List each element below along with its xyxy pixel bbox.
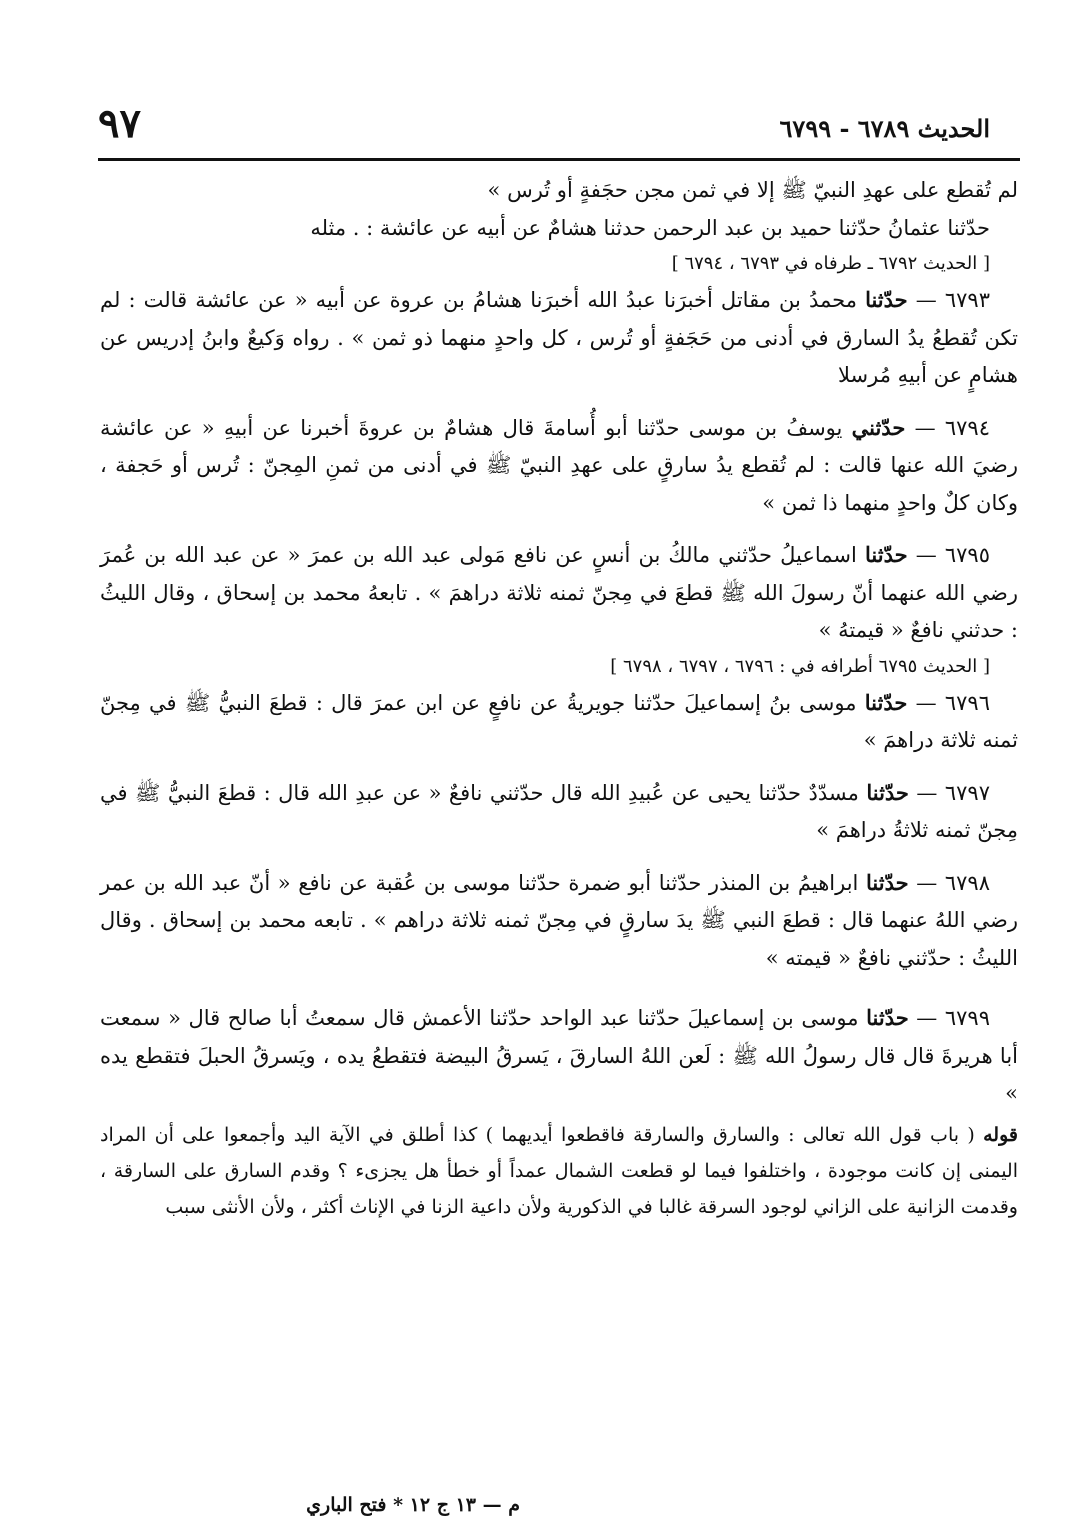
- page-footer: م — ١٣ ج ١٢ * فتح الباري: [306, 1494, 520, 1516]
- hadith-number: ٦٧٩٨: [944, 870, 990, 895]
- hadith-6795: ٦٧٩٥ — حدّثنا اسماعيلُ حدّثني مالكُ بن أنسٍ عن نافع مَولى عبد الله بن عمرَ « عن عبد الله بن عُمرَ رضي الله عنهما أنّ رسولَ الله ﷺ قطعَ في مِجنّ ثمنه ثلاثة دراهمَ » . تابعهُ محمد بن إسحاق ، وقال الليثُ : حدثني نافعٌ « قيمتهُ »: [100, 542, 1018, 642]
- hadith-6798: ٦٧٩٨ — حدّثنا ابراهيمُ بن المنذر حدّثنا أبو ضمرة حدّثنا موسى بن عُقبة عن نافع « أنّ عبد الله بن عمر رضي اللهُ عنهما قال : قطعَ النبي ﷺ يدَ سارقٍ في مِجنّ ثمنه ثلاثة دراهم » . تابعه محمد بن إسحاق . وقال الليثُ : حدّثني نافعٌ « قيمته »: [100, 869, 1018, 970]
- running-title: الحديث ٦٧٨٩ - ٦٧٩٩: [779, 114, 990, 143]
- page-header: [98, 100, 1018, 158]
- hadith-text: موسى بنُ إسماعيلَ حدّثنا جويريةُ عن نافعٍ عن ابن عمرَ قال : قطعَ النبيُّ ﷺ في مِجنّ ثمنه ثلاثة دراهمَ »: [100, 690, 1018, 752]
- cross-reference: [ الحديث ٦٧٩٢ ـ طرفاه في ٦٧٩٣ ، ٦٧٩٤ ]: [671, 253, 990, 274]
- isnad-line: حدّثنا عثمانُ حدّثنا حميد بن عبد الرحمن حدثنا هشامٌ عن أبيه عن عائشة : . مثله: [310, 215, 990, 240]
- hadith-text: مسدّدٌ حدّثنا يحيى عن عُبيدِ الله قال حدّثني نافعٌ « عن عبدِ الله قال : قطعَ النبيُّ ﷺ في مِجنّ ثمنه ثلاثةُ دراهمَ »: [100, 780, 1018, 842]
- hadith-keyword: حدّثنا: [866, 869, 909, 895]
- hadith-text: يوسفُ بن موسى حدّثنا أبو أُسامةَ قال هشامٌ بن عروةَ أخبرنا عن أبيهِ « عن عائشة رضيَ الله عنها قالت : لم تُقطع يدُ سارقٍ على عهدِ النبيّ ﷺ في أدنى من ثمنِ المِجنّ : تُرس أو حَجفة ، وكان كلٌ واحدٍ منهما ذا ثمن »: [100, 415, 1018, 515]
- commentary: [100, 1117, 1018, 1225]
- hadith-keyword: حدّثنا: [866, 1005, 909, 1030]
- hadith-keyword: حدّثنا: [865, 542, 908, 567]
- hadith-number: ٦٧٩٧: [944, 780, 990, 805]
- hadith-number: ٦٧٩٣: [944, 288, 990, 312]
- commentary-keyword: قوله: [983, 1123, 1018, 1146]
- continued-text: لم تُقطع على عهدِ النبيّ ﷺ إلا في ثمن مجن حجَفةٍ أو تُرس »: [487, 178, 1018, 202]
- hadith-6799: ٦٧٩٩ — حدّثنا موسى بن إسماعيلَ حدّثنا عبد الواحد حدّثنا الأعمش قال سمعتُ أبا صالح قال « سمعت أبا هريرةَ قال قال رسولُ الله ﷺ : لَعن اللهُ السارقَ ، يَسرقُ البيضة فتقطعُ يده ، ويَسرقُ الحبلَ فتقطع يده »: [100, 1005, 1018, 1105]
- hadith-keyword: حدّثنا: [866, 779, 909, 805]
- hadith-keyword: حدّثنا: [865, 287, 908, 312]
- hadith-number: ٦٧٩٥: [944, 543, 990, 567]
- hadith-number: ٦٧٩٩: [944, 1006, 990, 1030]
- hadith-text: موسى بن إسماعيلَ حدّثنا عبد الواحد حدّثنا الأعمش قال سمعتُ أبا صالح قال « سمعت أبا هريرةَ قال قال رسولُ الله ﷺ : لَعن اللهُ السارقَ ، يَسرقُ البيضة فتقطعُ يده ، ويَسرقُ الحبلَ فتقطع يده »: [100, 1006, 1018, 1105]
- hadith-keyword: حدّثني: [851, 414, 906, 440]
- hadith-text: ابراهيمُ بن المنذر حدّثنا أبو ضمرة حدّثنا موسى بن عُقبة عن نافع « أنّ عبد الله بن عمر رضي اللهُ عنهما قال : قطعَ النبي ﷺ يدَ سارقٍ في مِجنّ ثمنه ثلاثة دراهم » . تابعه محمد بن إسحاق . وقال الليثُ : حدّثني نافعٌ « قيمته »: [100, 870, 1018, 970]
- document-body: [100, 172, 1018, 1225]
- hadith-6793: ٦٧٩٣ — حدّثنا محمدُ بن مقاتل أخبرَنا عبدُ الله أخبرَنا هشامُ بن عروة عن أبيه « عن عائشة قالت : لم تكن تُقطعُ يدُ السارق في أدنى من حَجَفةٍ أو تُرس ، كل واحدٍ منهما ذو ثمن » . رواه وَكيعٌ وابنُ إدريس عن هشامٍ عن أبيهِ مُرسلا: [100, 287, 1018, 387]
- hadith-number: ٦٧٩٦: [944, 690, 990, 715]
- hadith-keyword: حدّثنا: [864, 689, 908, 715]
- hadith-number: ٦٧٩٤: [944, 415, 990, 440]
- hadith-6797: ٦٧٩٧ — حدّثنا مسدّدٌ حدّثنا يحيى عن عُبيدِ الله قال حدّثني نافعٌ « عن عبدِ الله قال : قطعَ النبيُّ ﷺ في مِجنّ ثمنه ثلاثةُ دراهمَ »: [100, 779, 1018, 842]
- hadith-6796: ٦٧٩٦ — حدّثنا موسى بنُ إسماعيلَ حدّثنا جويريةُ عن نافعٍ عن ابن عمرَ قال : قطعَ النبيُّ ﷺ في مِجنّ ثمنه ثلاثة دراهمَ »: [100, 689, 1018, 752]
- hadith-text: محمدُ بن مقاتل أخبرَنا عبدُ الله أخبرَنا هشامُ بن عروة عن أبيه « عن عائشة قالت : لم تكن تُقطعُ يدُ السارق في أدنى من حَجَفةٍ أو تُرس ، كل واحدٍ منهما ذو ثمن » . رواه وَكيعٌ وابنُ إدريس عن هشامٍ عن أبيهِ مُرسلا: [100, 288, 1018, 387]
- hadith-6794: ٦٧٩٤ — حدّثني يوسفُ بن موسى حدّثنا أبو أُسامةَ قال هشامٌ بن عروةَ أخبرنا عن أبيهِ « عن عائشة رضيَ الله عنها قالت : لم تُقطع يدُ سارقٍ على عهدِ النبيّ ﷺ في أدنى من ثمنِ المِجنّ : تُرس أو حَجفة ، وكان كلٌ واحدٍ منهما ذا ثمن »: [100, 414, 1018, 515]
- cross-reference: [ الحديث ٦٧٩٥ أطرافه في : ٦٧٩٦ ، ٦٧٩٧ ، ٦٧٩٨ ]: [610, 655, 990, 677]
- header-rule: [98, 158, 1020, 161]
- hadith-text: اسماعيلُ حدّثني مالكُ بن أنسٍ عن نافع مَولى عبد الله بن عمرَ « عن عبد الله بن عُمرَ رضي الله عنهما أنّ رسولَ الله ﷺ قطعَ في مِجنّ ثمنه ثلاثة دراهمَ » . تابعهُ محمد بن إسحاق ، وقال الليثُ : حدثني نافعٌ « قيمتهُ »: [100, 543, 1018, 642]
- commentary-text: ( باب قول الله تعالى : والسارق والسارقة فاقطعوا أيديهما ) كذا أطلق في الآية اليد وأجمعوا على أن المراد اليمنى إن كانت موجودة ، واختلفوا فيما لو قطعت الشمال عمداً أو خطأ هل يجزىء ؟ وقدم السارق على السارقة ، وقدمت الزانية على الزاني لوجود السرقة غالبا في الذكورية ولأن داعية الزنا في الإناث أكثر ، ولأن الأنثى سبب: [100, 1123, 1018, 1218]
- page-number: ٩٧: [98, 100, 141, 147]
